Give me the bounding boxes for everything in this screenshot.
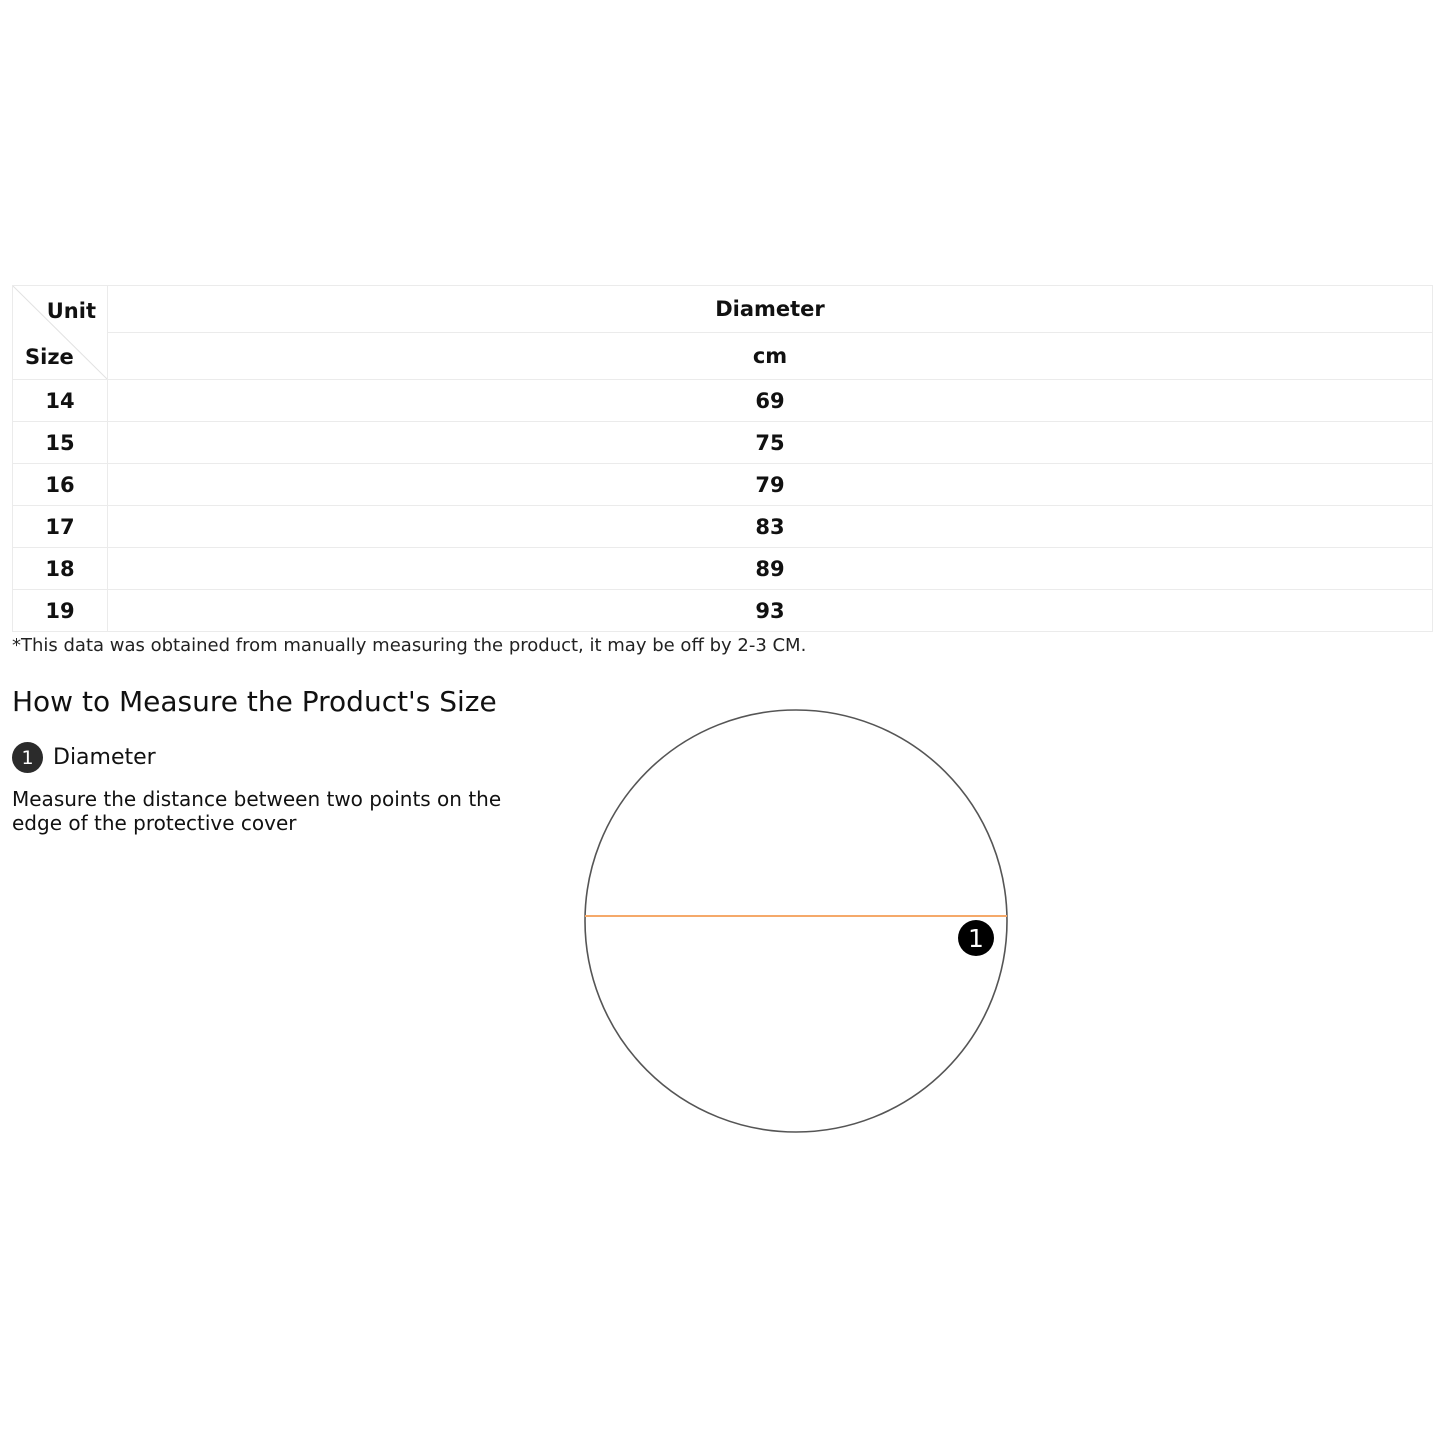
- diameter-cell: 89: [108, 548, 1433, 590]
- diameter-cell: 69: [108, 380, 1433, 422]
- table-row: [13, 590, 1433, 632]
- step-header: [12, 742, 156, 773]
- corner-unit-label: Unit: [46, 299, 96, 323]
- diameter-cell: 93: [108, 590, 1433, 632]
- guide-title: How to Measure the Product's Size: [12, 685, 497, 718]
- table-row: [13, 464, 1433, 506]
- diameter-marker-number: 1: [968, 924, 984, 953]
- step-description: Measure the distance between two points on the edge of the protective cover: [12, 787, 502, 835]
- size-cell: 14: [13, 380, 108, 422]
- table-row: [13, 506, 1433, 548]
- corner-size-label: Size: [25, 345, 74, 369]
- size-cell: 16: [13, 464, 108, 506]
- diameter-cell: 75: [108, 422, 1433, 464]
- table-corner-cell: [13, 286, 108, 380]
- table-unit-row: [13, 333, 1433, 380]
- size-table: [12, 285, 1433, 632]
- size-cell: 19: [13, 590, 108, 632]
- table-header-row: [13, 286, 1433, 333]
- size-cell: 18: [13, 548, 108, 590]
- table-row: [13, 380, 1433, 422]
- measurement-note: *This data was obtained from manually measuring the product, it may be off by 2-3 CM.: [12, 635, 807, 656]
- size-cell: 17: [13, 506, 108, 548]
- diameter-cell: 79: [108, 464, 1433, 506]
- unit-column-header: cm: [108, 333, 1433, 380]
- step-number-badge: 1: [12, 742, 43, 773]
- diameter-column-header: Diameter: [108, 286, 1433, 333]
- diameter-diagram: [580, 705, 1012, 1137]
- table-row: [13, 422, 1433, 464]
- size-cell: 15: [13, 422, 108, 464]
- product-outline-circle: [585, 710, 1007, 1132]
- diameter-cell: 83: [108, 506, 1433, 548]
- step-label: Diameter: [53, 745, 156, 770]
- table-row: [13, 548, 1433, 590]
